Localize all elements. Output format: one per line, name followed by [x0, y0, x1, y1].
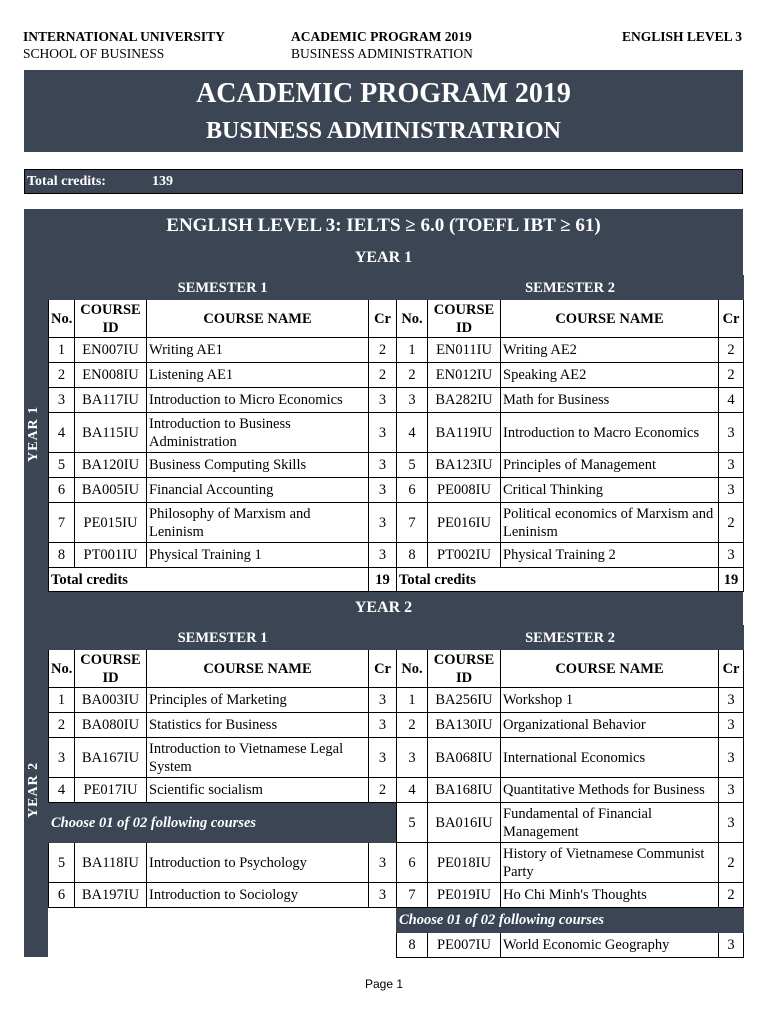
- course-id: BA115IU: [75, 413, 147, 453]
- course-credits: 3: [369, 388, 397, 413]
- course-row: [397, 843, 744, 883]
- course-row: [397, 933, 744, 958]
- course-row: [49, 338, 397, 363]
- course-row: [397, 688, 744, 713]
- year1-semester2-table: [396, 275, 744, 592]
- semester-label: SEMESTER 2: [397, 626, 744, 650]
- course-name: Principles of Management: [501, 453, 719, 478]
- year2-semester1-table: [48, 625, 397, 958]
- course-no: 4: [49, 413, 75, 453]
- semester-header-row: [397, 276, 744, 300]
- course-name: Statistics for Business: [147, 713, 369, 738]
- col-header-course-id: COURSE ID: [428, 300, 501, 338]
- course-row: [397, 543, 744, 568]
- course-name: Writing AE2: [501, 338, 719, 363]
- course-id: PE016IU: [428, 503, 501, 543]
- course-name: Ho Chi Minh's Thoughts: [501, 883, 719, 908]
- course-no: 4: [397, 413, 428, 453]
- course-no: 2: [397, 363, 428, 388]
- course-row: [397, 738, 744, 778]
- banner-title: ACADEMIC PROGRAM 2019: [196, 78, 571, 109]
- col-header-cr: Cr: [719, 300, 744, 338]
- course-row: [49, 713, 397, 738]
- course-id: EN012IU: [428, 363, 501, 388]
- course-name: Philosophy of Marxism and Leninism: [147, 503, 369, 543]
- course-row: [397, 803, 744, 843]
- course-name: Fundamental of Financial Management: [501, 803, 719, 843]
- course-no: 7: [397, 503, 428, 543]
- course-name: Introduction to Sociology: [147, 883, 369, 908]
- course-id: BA068IU: [428, 738, 501, 778]
- course-no: 3: [397, 738, 428, 778]
- semester-header-row: [49, 626, 397, 650]
- course-id: EN008IU: [75, 363, 147, 388]
- course-no: 3: [49, 738, 75, 778]
- course-row: [397, 713, 744, 738]
- course-no: 7: [397, 883, 428, 908]
- choose-note: Choose 01 of 02 following courses: [49, 803, 397, 843]
- course-id: BA119IU: [428, 413, 501, 453]
- course-no: 6: [397, 843, 428, 883]
- course-id: PE015IU: [75, 503, 147, 543]
- course-name: Organizational Behavior: [501, 713, 719, 738]
- course-no: 7: [49, 503, 75, 543]
- course-id: BA003IU: [75, 688, 147, 713]
- spacer-cell: [49, 908, 397, 958]
- course-row: [49, 363, 397, 388]
- course-name: Introduction to Vietnamese Legal System: [147, 738, 369, 778]
- course-row: [49, 688, 397, 713]
- course-credits: 3: [719, 413, 744, 453]
- course-credits: 3: [369, 738, 397, 778]
- col-header-cr: Cr: [369, 300, 397, 338]
- choose-row: [49, 803, 397, 843]
- col-header-no: No.: [397, 300, 428, 338]
- course-credits: 3: [369, 503, 397, 543]
- course-credits: 3: [719, 453, 744, 478]
- course-credits: 2: [719, 363, 744, 388]
- course-no: 3: [49, 388, 75, 413]
- course-row: [49, 543, 397, 568]
- course-name: Introduction to Macro Economics: [501, 413, 719, 453]
- course-row: [49, 883, 397, 908]
- course-credits: 3: [369, 413, 397, 453]
- curriculum-block: [24, 209, 743, 957]
- course-no: 8: [397, 933, 428, 958]
- course-id: PT002IU: [428, 543, 501, 568]
- course-name: Physical Training 2: [501, 543, 719, 568]
- course-credits: 3: [369, 543, 397, 568]
- course-id: BA168IU: [428, 778, 501, 803]
- column-header-row: [397, 300, 744, 338]
- col-header-course-id: COURSE ID: [75, 650, 147, 688]
- column-header-row: [49, 650, 397, 688]
- course-credits: 3: [369, 688, 397, 713]
- course-id: EN007IU: [75, 338, 147, 363]
- year2-side-label: YEAR 2: [26, 761, 41, 819]
- year2-semester2-table: [396, 625, 744, 958]
- course-credits: 3: [719, 738, 744, 778]
- total-credits-label: Total credits: [49, 568, 369, 592]
- semester-label: SEMESTER 1: [49, 276, 397, 300]
- course-row: [397, 363, 744, 388]
- course-id: BA282IU: [428, 388, 501, 413]
- total-row: [397, 568, 744, 592]
- course-name: Speaking AE2: [501, 363, 719, 388]
- column-header-row: [49, 300, 397, 338]
- semester-header-row: [397, 626, 744, 650]
- course-no: 3: [397, 388, 428, 413]
- course-id: BA118IU: [75, 843, 147, 883]
- course-name: Quantitative Methods for Business: [501, 778, 719, 803]
- total-credits-label: Total credits: [397, 568, 719, 592]
- course-credits: 3: [369, 478, 397, 503]
- banner-subtitle: BUSINESS ADMINISTRATRION: [206, 118, 561, 144]
- course-id: PE017IU: [75, 778, 147, 803]
- major-name: BUSINESS ADMINISTRATION: [291, 46, 473, 61]
- course-id: BA005IU: [75, 478, 147, 503]
- course-no: 5: [49, 843, 75, 883]
- course-no: 6: [397, 478, 428, 503]
- semester-label: SEMESTER 2: [397, 276, 744, 300]
- level-title: ENGLISH LEVEL 3: IELTS ≥ 6.0 (TOEFL IBT ≥ 61): [166, 215, 601, 236]
- course-no: 4: [397, 778, 428, 803]
- col-header-no: No.: [49, 650, 75, 688]
- course-credits: 3: [719, 713, 744, 738]
- course-credits: 3: [719, 543, 744, 568]
- course-id: PE019IU: [428, 883, 501, 908]
- course-id: BA080IU: [75, 713, 147, 738]
- course-name: International Economics: [501, 738, 719, 778]
- year1-side-label: YEAR 1: [26, 405, 41, 463]
- total-row: [49, 568, 397, 592]
- program-header: [291, 28, 473, 62]
- course-credits: 3: [719, 778, 744, 803]
- course-row: [49, 843, 397, 883]
- col-header-course-id: COURSE ID: [75, 300, 147, 338]
- course-credits: 3: [719, 478, 744, 503]
- course-name: Introduction to Psychology: [147, 843, 369, 883]
- column-header-row: [397, 650, 744, 688]
- course-no: 6: [49, 478, 75, 503]
- course-id: BA016IU: [428, 803, 501, 843]
- course-credits: 2: [719, 843, 744, 883]
- choose-note: Choose 01 of 02 following courses: [397, 908, 744, 933]
- col-header-course-name: COURSE NAME: [147, 300, 369, 338]
- course-name: Critical Thinking: [501, 478, 719, 503]
- course-credits: 2: [369, 338, 397, 363]
- choose-row: [397, 908, 744, 933]
- course-name: Financial Accounting: [147, 478, 369, 503]
- course-row: [397, 413, 744, 453]
- course-row: [397, 478, 744, 503]
- course-name: Principles of Marketing: [147, 688, 369, 713]
- course-credits: 3: [719, 688, 744, 713]
- total-credits-value: 139: [152, 174, 173, 189]
- course-row: [49, 778, 397, 803]
- page-number: Page 1: [364, 977, 404, 991]
- course-row: [49, 413, 397, 453]
- course-credits: 3: [369, 883, 397, 908]
- course-no: 2: [397, 713, 428, 738]
- course-row: [397, 388, 744, 413]
- course-credits: 3: [369, 843, 397, 883]
- course-id: PT001IU: [75, 543, 147, 568]
- course-credits: 2: [719, 883, 744, 908]
- course-name: Introduction to Business Administration: [147, 413, 369, 453]
- course-id: PE018IU: [428, 843, 501, 883]
- course-no: 8: [397, 543, 428, 568]
- col-header-no: No.: [397, 650, 428, 688]
- course-credits: 2: [719, 338, 744, 363]
- university-name: INTERNATIONAL UNIVERSITY: [23, 29, 225, 44]
- course-id: BA256IU: [428, 688, 501, 713]
- course-id: BA167IU: [75, 738, 147, 778]
- course-row: [49, 478, 397, 503]
- course-name: Workshop 1: [501, 688, 719, 713]
- col-header-course-name: COURSE NAME: [501, 300, 719, 338]
- course-no: 1: [397, 688, 428, 713]
- col-header-course-id: COURSE ID: [428, 650, 501, 688]
- course-id: PE008IU: [428, 478, 501, 503]
- course-no: 4: [49, 778, 75, 803]
- total-credits-label: Total credits:: [27, 174, 106, 189]
- course-no: 5: [397, 803, 428, 843]
- course-row: [397, 453, 744, 478]
- course-no: 1: [397, 338, 428, 363]
- university-header: [23, 28, 225, 62]
- course-credits: 3: [719, 933, 744, 958]
- course-id: BA123IU: [428, 453, 501, 478]
- semester-header-row: [49, 276, 397, 300]
- spacer-row: [49, 908, 397, 958]
- course-name: Political economics of Marxism and Leninism: [501, 503, 719, 543]
- course-credits: 2: [369, 778, 397, 803]
- course-no: 5: [397, 453, 428, 478]
- course-credits: 3: [369, 713, 397, 738]
- course-row: [397, 338, 744, 363]
- course-name: History of Vietnamese Communist Party: [501, 843, 719, 883]
- course-credits: 2: [719, 503, 744, 543]
- course-name: Physical Training 1: [147, 543, 369, 568]
- course-row: [49, 453, 397, 478]
- semester-label: SEMESTER 1: [49, 626, 397, 650]
- level-name: ENGLISH LEVEL 3: [622, 29, 743, 44]
- course-no: 2: [49, 363, 75, 388]
- course-row: [49, 738, 397, 778]
- course-id: BA117IU: [75, 388, 147, 413]
- course-credits: 2: [369, 363, 397, 388]
- course-no: 6: [49, 883, 75, 908]
- course-row: [397, 883, 744, 908]
- course-credits: 3: [369, 453, 397, 478]
- col-header-no: No.: [49, 300, 75, 338]
- course-no: 1: [49, 338, 75, 363]
- course-name: World Economic Geography: [501, 933, 719, 958]
- year2-title: YEAR 2: [354, 599, 413, 616]
- course-name: Business Computing Skills: [147, 453, 369, 478]
- course-name: Introduction to Micro Economics: [147, 388, 369, 413]
- course-id: BA197IU: [75, 883, 147, 908]
- course-no: 2: [49, 713, 75, 738]
- col-header-course-name: COURSE NAME: [501, 650, 719, 688]
- year1-semester1-table: [48, 275, 397, 592]
- course-name: Listening AE1: [147, 363, 369, 388]
- title-banner: [24, 70, 743, 152]
- col-header-course-name: COURSE NAME: [147, 650, 369, 688]
- col-header-cr: Cr: [369, 650, 397, 688]
- course-no: 1: [49, 688, 75, 713]
- course-name: Writing AE1: [147, 338, 369, 363]
- course-row: [49, 503, 397, 543]
- level-header: [622, 28, 742, 45]
- course-name: Scientific socialism: [147, 778, 369, 803]
- course-row: [397, 503, 744, 543]
- total-credits-value: 19: [369, 568, 397, 592]
- total-credits-value: 19: [719, 568, 744, 592]
- school-name: SCHOOL OF BUSINESS: [23, 46, 165, 61]
- course-no: 8: [49, 543, 75, 568]
- program-name: ACADEMIC PROGRAM 2019: [291, 29, 472, 44]
- course-row: [49, 388, 397, 413]
- col-header-cr: Cr: [719, 650, 744, 688]
- course-id: EN011IU: [428, 338, 501, 363]
- course-id: BA120IU: [75, 453, 147, 478]
- course-row: [397, 778, 744, 803]
- course-id: PE007IU: [428, 933, 501, 958]
- course-name: Math for Business: [501, 388, 719, 413]
- course-no: 5: [49, 453, 75, 478]
- course-id: BA130IU: [428, 713, 501, 738]
- course-credits: 3: [719, 803, 744, 843]
- total-credits-bar: [24, 169, 743, 194]
- course-credits: 4: [719, 388, 744, 413]
- year1-title: YEAR 1: [354, 249, 413, 266]
